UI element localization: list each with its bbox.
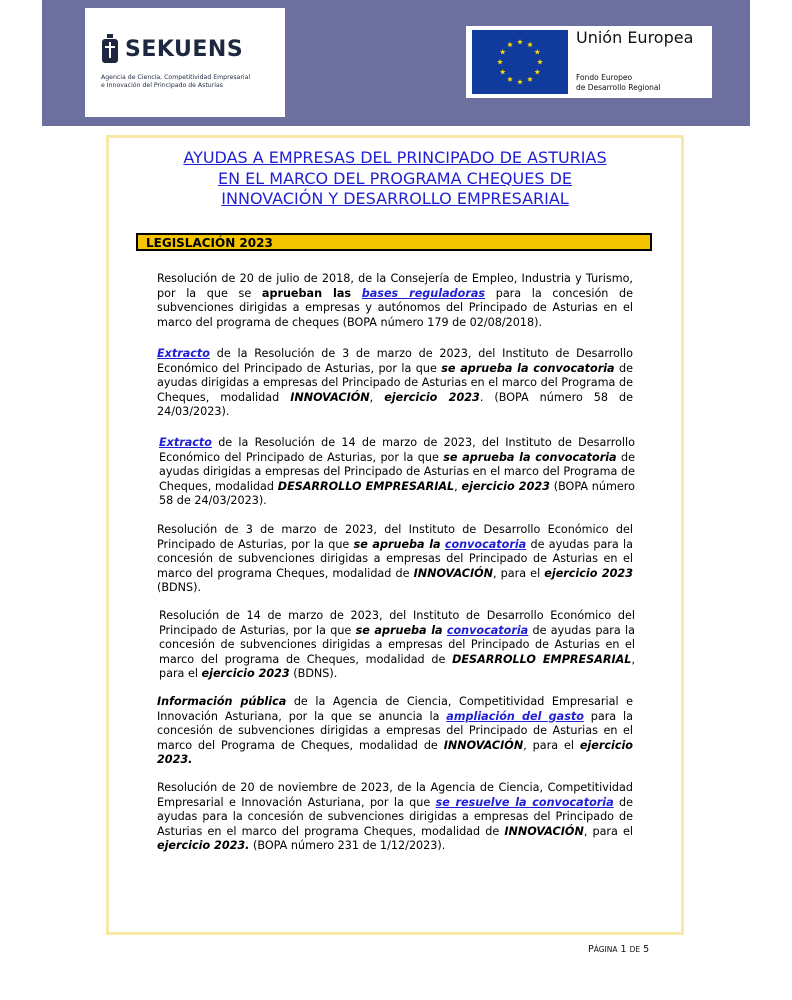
link-extracto-desarrollo[interactable]: Extracto <box>159 436 212 449</box>
section-heading: LEGISLACIÓN 2023 <box>136 233 652 251</box>
paragraph-extracto-innovacion: Extracto de la Resolución de 3 de marzo de 2023, del Instituto de Desarrollo Económico del Principado de Asturias, por la que se aprueba la convocatoria de ayudas dirigidas a empresas del Principado de Asturias en el marco del Programa de Cheques, modalidad INNOVACIÓN, ejercicio 2023. (BOPA número 58 de 24/03/2023). <box>157 347 633 418</box>
link-ampliacion-gasto[interactable]: ampliación del gasto <box>446 709 584 723</box>
page-number: PÁGINA 1 DE 5 <box>588 944 650 955</box>
paragraph-informacion-publica: Información pública de la Agencia de Ciencia, Competitividad Empresarial e Innovación Asturiana, por la que se anuncia la ampliación del gasto para la concesión de subvenciones dirigidas a empresas del Principado de Asturias en el marco del Programa de Cheques, modalidad de INNOVACIÓN, para el ejercicio 2023. <box>157 695 633 766</box>
link-bases-reguladoras[interactable]: bases reguladoras <box>361 286 486 300</box>
document-title: AYUDAS A EMPRESAS DEL PRINCIPADO DE ASTURIAS EN EL MARCO DEL PROGRAMA CHEQUES DE INNOVACIÓN Y DESARROLLO EMPRESARIAL <box>183 148 607 208</box>
eu-subtitle: Fondo Europeo de Desarrollo Regional <box>576 73 661 92</box>
eu-logo <box>466 26 712 98</box>
document-page <box>106 135 684 935</box>
paragraph-resolucion-convocatoria: Resolución de 20 de noviembre de 2023, de la Agencia de Ciencia, Competitividad Empresarial e Innovación Asturiana, por la que se resuelve la convocatoria de ayudas para la concesión de subvenciones dirigidas a empresas del Principado de Asturias en el marco del programa Cheques, modalidad de INNOVACIÓN, para el ejercicio 2023. (BOPA número 231 de 1/12/2023). <box>157 781 633 852</box>
link-resuelve-convocatoria[interactable]: se resuelve la convocatoria <box>435 795 614 809</box>
link-convocatoria-desarrollo[interactable]: convocatoria <box>446 623 529 637</box>
logo-name: SEKUENS <box>125 36 244 62</box>
asturias-shield-icon <box>101 34 119 64</box>
paragraph-convocatoria-desarrollo: Resolución de 14 de marzo de 2023, del Instituto de Desarrollo Económico del Principado de Asturias, por la que se aprueba la convocatoria de ayudas para la concesión de subvenciones dirigidas a empresas del Principado de Asturias en el marco del programa de Cheques, modalidad de DESARROLLO EMPRESARIAL, para el ejercicio 2023 (BDNS). <box>159 609 635 680</box>
eu-title: Unión Europea <box>576 28 694 47</box>
logo-subtitle: Agencia de Ciencia, Competitividad Empresarial e Innovación del Principado de Asturias <box>101 74 251 89</box>
link-convocatoria-innovacion[interactable]: convocatoria <box>444 537 527 551</box>
paragraph-extracto-desarrollo: Extracto de la Resolución de 14 de marzo de 2023, del Instituto de Desarrollo Económico del Principado de Asturias, por la que se aprueba la convocatoria de ayudas dirigidas a empresas del Principado de Asturias en el marco del Programa de Cheques, modalidad DESARROLLO EMPRESARIAL, ejercicio 2023 (BOPA número 58 de 24/03/2023). <box>159 436 635 507</box>
paragraph-bases-reguladoras: Resolución de 20 de julio de 2018, de la Consejería de Empleo, Industria y Turismo, por la que se aprueban las bases reguladoras para la concesión de subvenciones dirigidas a empresas y autónomos del Principado de Asturias en el marco del programa de cheques (BOPA número 179 de 02/08/2018). <box>157 272 634 329</box>
paragraph-convocatoria-innovacion: Resolución de 3 de marzo de 2023, del Instituto de Desarrollo Económico del Principado de Asturias, por la que se aprueba la convocatoria de ayudas para la concesión de subvenciones dirigidas a empresas del Principado de Asturias en el marco del programa Cheques, modalidad de INNOVACIÓN, para el ejercicio 2023 (BDNS). <box>157 523 633 594</box>
sekuens-logo <box>85 8 285 117</box>
eu-flag-icon <box>472 30 568 94</box>
link-extracto-innovacion[interactable]: Extracto <box>157 347 210 360</box>
